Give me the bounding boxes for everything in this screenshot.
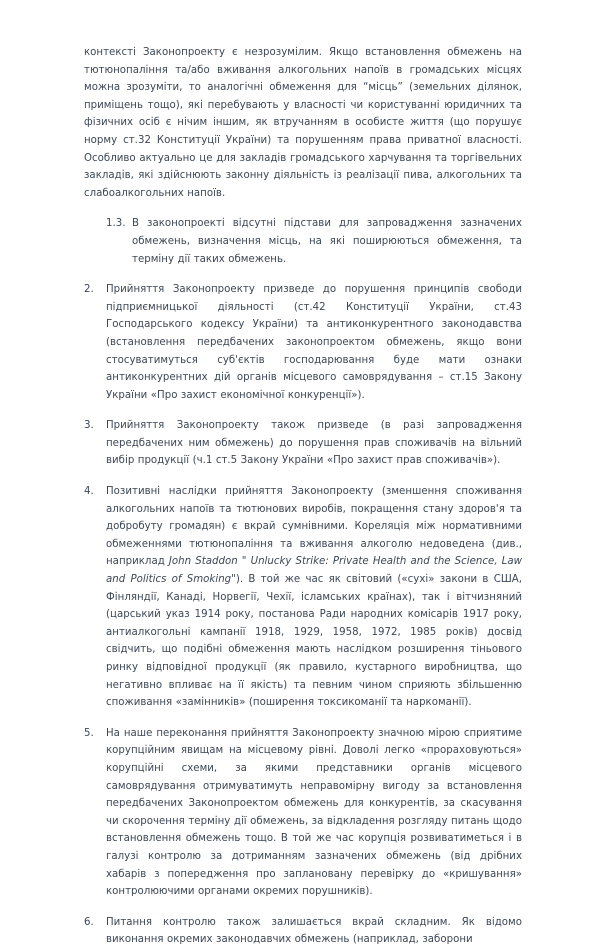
- list-item-text: В законопроекті відсутні підстави для запровадження зазначених обмежень, визначення місць, на які поширюються обмеження, та терміну дії таких обмежень.: [132, 218, 522, 265]
- list-marker: 5.: [84, 727, 94, 739]
- list-item-sub-1-3: [84, 215, 522, 268]
- document-body: [84, 44, 522, 949]
- list-item-text: На наше переконання прийняття Законопроекту значною мірою сприятиме корупційним явищам на місцевому рівні. Доволі легко «прораховуються» корупційні схеми, за якими представники органів місцевого самоврядування отримуватимуть неправомірну вигоду за встановлення передбачених Законопроектом обмежень для конкурентів, за скасування чи скорочення терміну дії обмежень, за відкладення розгляду питань щодо встановлення обмежень тощо. В той же час корупція розвиватиметься і в галузі контролю за дотриманням зазначених обмежень (від дрібних хабарів з попередження про заплановану перевірку до «кришування» контролюючими органами окремих порушників).: [106, 727, 522, 898]
- list-marker: 3.: [84, 420, 94, 432]
- list-item-3: [84, 417, 522, 470]
- list-item-4: [84, 483, 522, 712]
- list-item-2: [84, 281, 522, 404]
- list-item-6: [84, 914, 522, 949]
- list-marker: 2.: [84, 284, 94, 296]
- list-item-text-part-before-citation: Позитивні наслідки прийняття Законопроекту (зменшення споживання алкогольних напоїв та тютюнових виробів, покращення стану здоров'я та добробуту громадян) є вкрай сумнівними. Кореляція між нормативними обмеженнями тютюнопаління та вживання алкоголю недоведена (див., наприклад: [106, 486, 522, 568]
- list-marker: 6.: [84, 916, 94, 928]
- list-item-5: [84, 725, 522, 901]
- list-item-text: [106, 483, 522, 712]
- list-marker: 4.: [84, 486, 94, 498]
- list-item-text-part-after-citation: ). В той же час як світовий («сухі» закони в США, Фінляндії, Канаді, Норвегії, Чехії, ісламських країнах), так і вітчизняний (царський указ 1914 року, постанова Ради народних комісарів 1917 року, антиалкогольні кампанії 1918, 1929, 1958, 1972, 1985 років) досвід свідчить, що подібні обмеження мають наслідком розширення тіньового ринку відповідної продукції (як правило, кустарного виробництва, що негативно впливає на її якість) та певним чином сприяють збільшенню споживання «замінників» (поширення токсикоманії та наркоманії).: [106, 574, 522, 709]
- continuation-paragraph: контексті Законопроекту є незрозумілим. Якщо встановлення обмежень на тютюнопаління та/або вживання алкогольних напоїв в громадських місцях можна зрозуміти, то аналогічні обмеження для “місць” (земельних ділянок, приміщень тощо), які перебувають у власності чи користуванні юридичних та фізичних осіб є нічим іншим, як втручанням в особисте життя (що порушує норму ст.32 Конституції України) та порушенням права приватної власності. Особливо актуально це для закладів громадського харчування та торгівельних закладів, які здійснюють законну діяльність із реалізації пива, алкогольних та слабоалкогольних напоїв.: [84, 47, 522, 199]
- list-marker: 1.3.: [106, 218, 126, 230]
- citation-reference: John Staddon " Unlucky Strike: Private Health and the Science, Law and Politics of Smoking": [106, 556, 522, 586]
- list-item-text: Питання контролю також залишається вкрай складним. Як відомо виконання окремих законодавчих обмежень (наприклад, заборони: [106, 916, 522, 946]
- list-item-text: Прийняття Законопроекту призведе до порушення принципів свободи підприємницької діяльності (ст.42 Конституції України, ст.43 Господарського кодексу України) та антиконкурентного законодавства (встановлення передбачених законопроектом обмежень, якщо вони стосуватимуться суб'єктів господарювання буде мати ознаки антиконкурентних дій органів місцевого самоврядування – ст.15 Закону України «Про захист економічної конкуренції»).: [106, 284, 522, 401]
- list-item-text: Прийняття Законопроекту також призведе (в разі запровадження передбачених ним обмежень) до порушення прав споживачів на вільний вибір продукції (ч.1 ст.5 Закону України «Про захист прав споживачів»).: [106, 420, 522, 467]
